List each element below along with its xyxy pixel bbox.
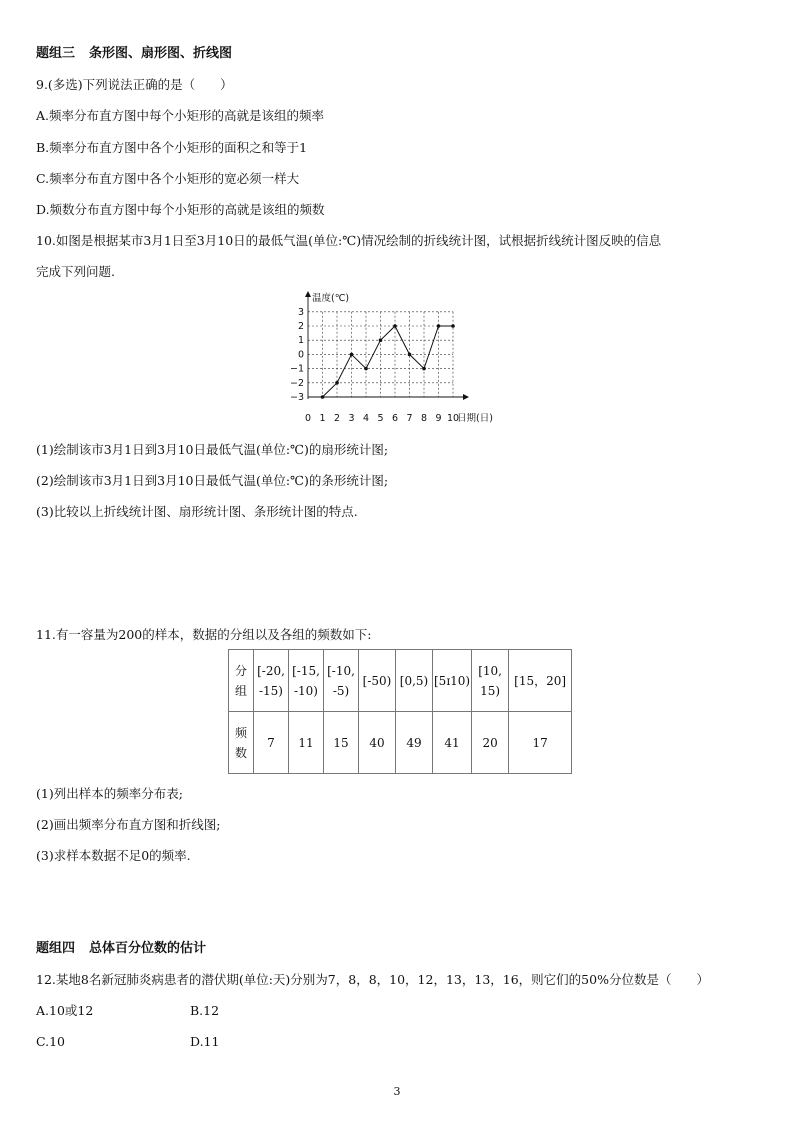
- data-point: [437, 324, 441, 328]
- data-point: [408, 353, 412, 357]
- chart-axes: [290, 291, 469, 424]
- data-point: [364, 367, 368, 371]
- section-title: 题组三: [36, 46, 76, 61]
- table-cell: [-20, -15): [254, 650, 289, 712]
- data-point: [451, 324, 455, 328]
- data-point: [321, 395, 325, 399]
- table-cell: [5ɪ10): [433, 650, 472, 712]
- y-tick-label: −2: [289, 377, 304, 389]
- x-tick-label: 10: [446, 413, 460, 424]
- x-tick-label: 5: [377, 413, 384, 424]
- x-tick-label: 9: [435, 413, 442, 424]
- x-axis-arrow: [463, 394, 469, 400]
- y-axis-label: 温度(℃): [312, 293, 350, 304]
- table-cell: [-15, -10): [289, 650, 324, 712]
- data-point: [350, 353, 354, 357]
- section-subtitle: 总体百分位数的估计: [89, 941, 207, 956]
- x-axis-label: 日期(日): [457, 413, 493, 424]
- q10-part-2: (2)绘制该市3月1日到3月10日最低气温(单位:℃)的条形统计图;: [36, 473, 389, 488]
- data-point: [422, 367, 426, 371]
- page-number: 3: [393, 1085, 401, 1098]
- x-tick-label: 3: [348, 413, 355, 424]
- q12-option-a: A.10或12: [36, 1003, 94, 1018]
- y-tick-label: 3: [297, 306, 304, 318]
- q12-option-c: C.10: [36, 1034, 65, 1049]
- q11-part-3: (3)求样本数据不足0的频率.: [36, 848, 191, 863]
- series-line: [323, 326, 454, 397]
- y-tick-label: 1: [297, 335, 304, 347]
- x-tick-label: 0: [304, 413, 312, 424]
- table-cell: [15，20]: [509, 650, 572, 712]
- y-tick-label: −1: [289, 363, 304, 375]
- table-cell: [-50): [359, 650, 396, 712]
- frequency-table: [228, 649, 572, 774]
- table-header-cell: 分 组: [229, 650, 254, 712]
- table-header-cell: 频 数: [229, 712, 254, 774]
- q9-option-a: A.频率分布直方图中每个小矩形的高就是该组的频率: [36, 108, 325, 123]
- x-tick-label: 6: [391, 413, 399, 424]
- x-tick-label: 7: [406, 413, 413, 424]
- q12-option-b: B.12: [190, 1003, 220, 1018]
- q10-part-1: (1)绘制该市3月1日到3月10日最低气温(单位:℃)的扇形统计图;: [36, 442, 389, 457]
- q11-stem: 11.有一容量为200的样本，数据的分组以及各组的频数如下:: [36, 627, 372, 642]
- q12-option-d: D.11: [190, 1034, 220, 1049]
- q9-option-b: B.频率分布直方图中各个小矩形的面积之和等于1: [36, 140, 308, 155]
- data-point: [335, 381, 339, 385]
- q11-part-1: (1)列出样本的频率分布表;: [36, 786, 183, 801]
- table-cell: 7: [254, 712, 289, 774]
- temperature-line-chart: [288, 289, 508, 429]
- table-cell: [10, 15): [472, 650, 509, 712]
- q9-stem: 9.(多选)下列说法正确的是（ ）: [36, 77, 233, 92]
- q10-stem-line1: 10.如图是根据某市3月1日至3月10日的最低气温(单位:℃)情况绘制的折线统计图，试根据折线统计图反映的信息: [36, 233, 662, 248]
- q12-stem: 12.某地8名新冠肺炎病患者的潜伏期(单位:天)分别为7，8，8，10，12，13，13，16，则它们的50%分位数是（ ）: [36, 972, 709, 987]
- table-cell: [-10, -5): [324, 650, 359, 712]
- section-subtitle: 条形图、扇形图、折线图: [89, 46, 233, 61]
- table-cell: 20: [472, 712, 509, 774]
- data-point: [393, 324, 397, 328]
- x-tick-label: 8: [420, 413, 428, 424]
- table-cell: 41: [433, 712, 472, 774]
- x-tick-label: 1: [319, 413, 326, 424]
- chart-series: [321, 324, 455, 399]
- q9-option-d: D.频数分布直方图中每个小矩形的高就是该组的频数: [36, 202, 325, 217]
- table-cell: 11: [289, 712, 324, 774]
- section-heading-3: [36, 46, 232, 62]
- table-cell: 40: [359, 712, 396, 774]
- x-tick-label: 4: [362, 413, 370, 424]
- table-cell: 15: [324, 712, 359, 774]
- table-row: [229, 650, 572, 712]
- q10-part-3: (3)比较以上折线统计图、扇形统计图、条形统计图的特点.: [36, 504, 358, 519]
- data-point: [379, 338, 383, 342]
- section-title: 题组四: [36, 941, 76, 956]
- section-heading-4: [36, 941, 206, 957]
- table-cell: 17: [509, 712, 572, 774]
- q11-part-2: (2)画出频率分布直方图和折线图;: [36, 817, 221, 832]
- x-tick-label: 2: [333, 413, 341, 424]
- y-axis-arrow: [305, 291, 311, 297]
- table-cell: 49: [396, 712, 433, 774]
- q9-option-c: C.频率分布直方图中各个小矩形的宽必须一样大: [36, 171, 300, 186]
- table-row: [229, 712, 572, 774]
- y-tick-label: 0: [297, 349, 304, 361]
- q10-stem-line2: 完成下列问题.: [36, 264, 115, 279]
- chart-grid: [308, 312, 453, 397]
- y-tick-label: −3: [289, 392, 304, 403]
- y-tick-label: 2: [297, 321, 304, 332]
- table-cell: [0,5): [396, 650, 433, 712]
